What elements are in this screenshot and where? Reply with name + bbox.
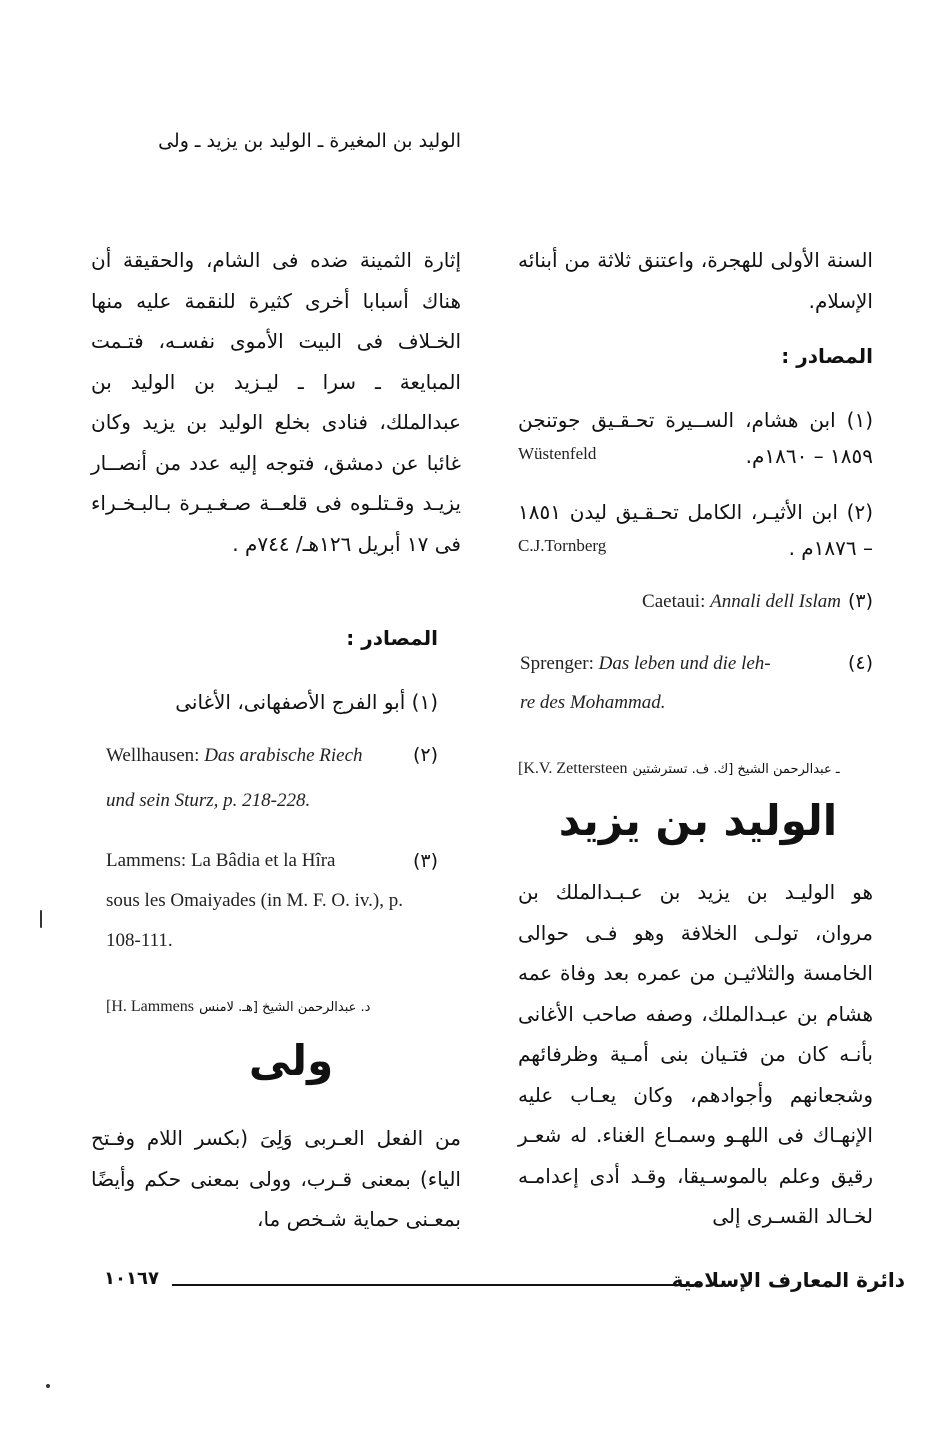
contributor-left [106,996,466,1016]
source-right-4-author: Sprenger: [520,653,599,674]
source-left-3-num: (٣) [412,850,438,872]
source-right-3 [642,590,841,613]
continuation-paragraph: إثارة الثمينة ضده فى الشام، والحقيقة أن هناك أسبابا أخرى كثيرة للنقمة عليه منها الخـلاف فى البيت الأموى نفسـه، فتـمت المبايعة ـ سرا ـ ليـزيد بن الوليد بن عبدالملك، فنادى بخلع الوليد بن يزيد وكان غائبا عن دمشق، فتوجه إليه عدد من أنصــار يزيـد وقـتلـوه فى قلعــة صـغـيـرة بـالبـخـراء فى ١٧ أبريل ١٢٦هـ/ ٧٤٤م . [91,248,461,556]
source-right-3-title: Annali dell Islam [710,591,841,612]
footer-rule [172,1284,702,1286]
scan-dot [46,1384,50,1388]
article-title-walid: الوليد بن يزيد [558,796,838,845]
source-right-1-latin: Wüstenfeld [518,444,597,463]
sources-heading-right: المصادر : [781,344,873,368]
article-body-wali-text: من الفعل العـربى وَلِىَ (بكسر اللام وفـتح الياء) بمعنى قـرب، وولى بمعنى حكم وأيضًا بمعـنى حماية شـخص ما، [91,1126,461,1231]
scan-mark [40,910,42,928]
contributor-left-arabic: د. عبدالرحمن الشيخ [هـ. لامنس [199,1000,371,1015]
right-column-intro [518,240,873,321]
source-right-3-num: (٣) [847,590,873,612]
article-title-wali: ولى [248,1036,334,1085]
source-right-4-title-cont: re des Mohammad. [520,692,666,713]
source-left-3-line2: sous les Omaiyades (in M. F. O. iv.), p. [106,890,404,911]
source-right-4 [520,652,771,675]
footer-journal-title: دائرة المعارف الإسلامية [671,1268,905,1292]
page-number: ١٠١٦٧ [104,1268,159,1289]
source-left-2-title: Das arabische Riech [204,745,363,766]
source-left-2-title-cont: und sein Sturz, p. 218-228. [106,790,311,811]
article-body-walid-text: هو الوليـد بن يزيد بن عـبـدالملك بن مروان، تولـى الخلافة وهو فـى حوالى الخامسة والثلاثيـن من عمره بعد وفاة عمه هشام بن عبـدالملك، وصفه صاحب الأغانى بأنـه كان من فتـيان بنى أمـية وظرفائهم وشجعانهم وأجوادهم، وكان يعـاب عليه الإنهـاك فى اللهـو وسمـاع الغناء. له شعـر رقيق وعلم بالموسـيقا، وقـد أدى إعدامـه لخـالد القسـرى إلى [518,880,873,1228]
article-body-wali [91,1118,461,1240]
contributor-right-arabic: ـ عبدالرحمن الشيخ [ك. ف. تسترشتين [632,762,840,777]
contributor-right-latin: [K.V. Zettersteen [518,760,628,777]
source-right-2 [518,494,873,566]
source-left-2-num: (٢) [412,744,438,766]
article-body-walid [518,872,873,1237]
source-left-1: (١) أبو الفرج الأصفهانى، الأغانى [175,690,438,714]
source-right-1 [518,402,873,474]
contributor-left-latin: [H. Lammens [106,998,194,1015]
source-left-2 [106,744,363,767]
left-column-continuation [91,240,461,564]
source-right-2-text: (٢) ابن الأثيـر، الكامل تحـقـيق ليدن ١٨٥١ – ١٨٧٦م . [518,500,873,560]
source-right-3-author: Caetaui: [642,591,711,612]
contributor-right [518,758,878,778]
source-left-3-line1: Lammens: La Bâdia et la Hîra [106,850,336,871]
intro-paragraph: السنة الأولى للهجرة، واعتنق ثلاثة من أبنائه الإسلام. [518,248,873,313]
running-header: الوليد بن المغيرة ـ الوليد بن يزيد ـ ولى [158,130,461,152]
source-right-2-latin: C.J.Tornberg [518,536,607,555]
sources-heading-left: المصادر : [346,626,438,650]
source-right-4-num: (٤) [847,652,873,674]
source-left-2-author: Wellhausen: [106,745,205,766]
source-left-3-line3: 108-111. [106,930,173,951]
source-right-1-text: (١) ابن هشام، الســيرة تحـقـيق جوتنجن ١٨٥٩ – ١٨٦٠م. [518,408,873,468]
source-right-4-title: Das leben und die leh- [598,653,771,674]
